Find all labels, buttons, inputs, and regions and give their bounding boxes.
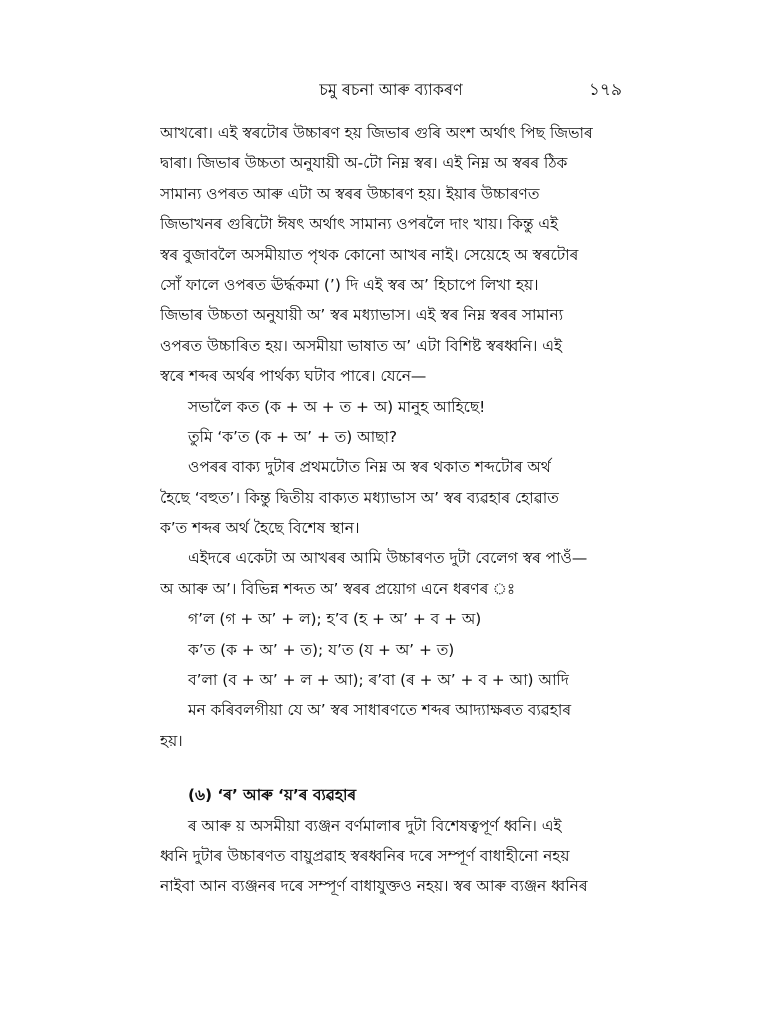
text-line: ক’ত শব্দৰ অৰ্থ হৈছে বিশেষ স্থান। <box>160 519 360 538</box>
page-number: ১৭৯ <box>588 80 622 100</box>
text-line: সোঁ ফালে ওপৰত ঊৰ্দ্ধকমা (’) দি এই স্বৰ অ’ হিচাপে লিখা হয়। <box>160 275 539 294</box>
text-line: স্বৰে শব্দৰ অৰ্থৰ পাৰ্থক্য ঘটাব পাৰে। যেনে— <box>160 367 427 386</box>
paragraph-start-line: ৰ আৰু য় অসমীয়া ব্যঞ্জন বৰ্ণমালাৰ দুটা বিশেষত্বপূৰ্ণ ধ্বনি। এই <box>188 816 562 835</box>
example-line: ক’ত (ক + অ’ + ত); য’ত (য + অ’ + ত) <box>188 640 455 659</box>
text-line: হৈছে ‘বহুত’। কিন্তু দ্বিতীয় বাক্যত মধ্যাভাস অ’ স্বৰ ব্যৱহাৰ হোৱাত <box>160 488 559 507</box>
text-line: অ আৰু অ’। বিভিন্ন শব্দত অ’ স্বৰৰ প্ৰয়োগ এনে ধৰণৰ ঃ <box>160 579 516 598</box>
text-line: জিভাৰ উচ্চতা অনুযায়ী অ’ স্বৰ মধ্যাভাস। এই স্বৰ নিম্ন স্বৰৰ সামান্য <box>160 306 564 325</box>
example-line: ব’লা (ব + অ’ + ল + আ); ৰ’বা (ৰ + অ’ + ব + আ) আদি <box>188 671 569 690</box>
example-sentence: সভালৈ কত (ক + অ + ত + অ) মানুহ আহিছে! <box>188 397 486 416</box>
body-text <box>160 118 622 902</box>
paragraph-start-line: এইদৰে একেটা অ আখৰৰ আমি উচ্চাৰণত দুটা বেলেগ স্বৰ পাওঁ— <box>188 549 588 568</box>
paragraph-start-line: মন কৰিবলগীয়া যে অ’ স্বৰ সাধাৰণতে শব্দৰ আদ্যাক্ষৰত ব্যৱহাৰ <box>188 701 572 720</box>
text-line: আখৰো। এই স্বৰটোৰ উচ্চাৰণ হয় জিভাৰ গুৰি অংশ অৰ্থাৎ পিছ জিভাৰ <box>160 124 593 142</box>
example-sentence: তুমি ‘ক’ত (ক + অ’ + ত) আছা? <box>188 427 398 446</box>
text-line: ওপৰত উচ্চাৰিত হয়। অসমীয়া ভাষাত অ’ এটা বিশিষ্ট স্বৰধ্বনি। এই <box>160 336 562 355</box>
example-line: গ’ল (গ + অ’ + ল); হ’ব (হ + অ’ + ব + অ) <box>188 610 482 629</box>
text-line: দ্বাৰা। জিভাৰ উচ্চতা অনুযায়ী অ-টো নিম্ন স্বৰ। এই নিম্ন অ স্বৰৰ ঠিক <box>160 154 568 173</box>
text-line: ধ্বনি দুটাৰ উচ্চাৰণত বায়ুপ্ৰৱাহ স্বৰধ্বনিৰ দৰে সম্পূৰ্ণ বাধাহীনো নহয় <box>160 846 570 865</box>
paragraph-start-line: ওপৰৰ বাক্য দুটাৰ প্ৰথমটোত নিম্ন অ স্বৰ থকাত শব্দটোৰ অৰ্থ <box>188 458 551 477</box>
page-header <box>160 78 622 106</box>
section-heading: (৬) ‘ৰ’ আৰু ‘য়’ৰ ব্যৱহাৰ <box>188 786 357 805</box>
text-line: জিভাখনৰ গুৰিটো ঈষৎ অৰ্থাৎ সামান্য ওপৰলৈ দাং খায়। কিন্তু এই <box>160 215 559 234</box>
running-head: চমু ৰচনা আৰু ব্যাকৰণ <box>319 80 463 99</box>
text-line: হয়। <box>160 731 183 750</box>
text-line: স্বৰ বুজাবলৈ অসমীয়াত পৃথক কোনো আখৰ নাই। সেয়েহে অ স্বৰটোৰ <box>160 245 579 264</box>
text-line: সামান্য ওপৰত আৰু এটা অ স্বৰৰ উচ্চাৰণ হয়। ইয়াৰ উচ্চাৰণত <box>160 184 540 203</box>
section-gap <box>160 756 622 780</box>
text-line: নাইবা আন ব্যঞ্জনৰ দৰে সম্পূৰ্ণ বাধাযুক্তও নহয়। স্বৰ আৰু ব্যঞ্জন ধ্বনিৰ <box>160 877 588 896</box>
